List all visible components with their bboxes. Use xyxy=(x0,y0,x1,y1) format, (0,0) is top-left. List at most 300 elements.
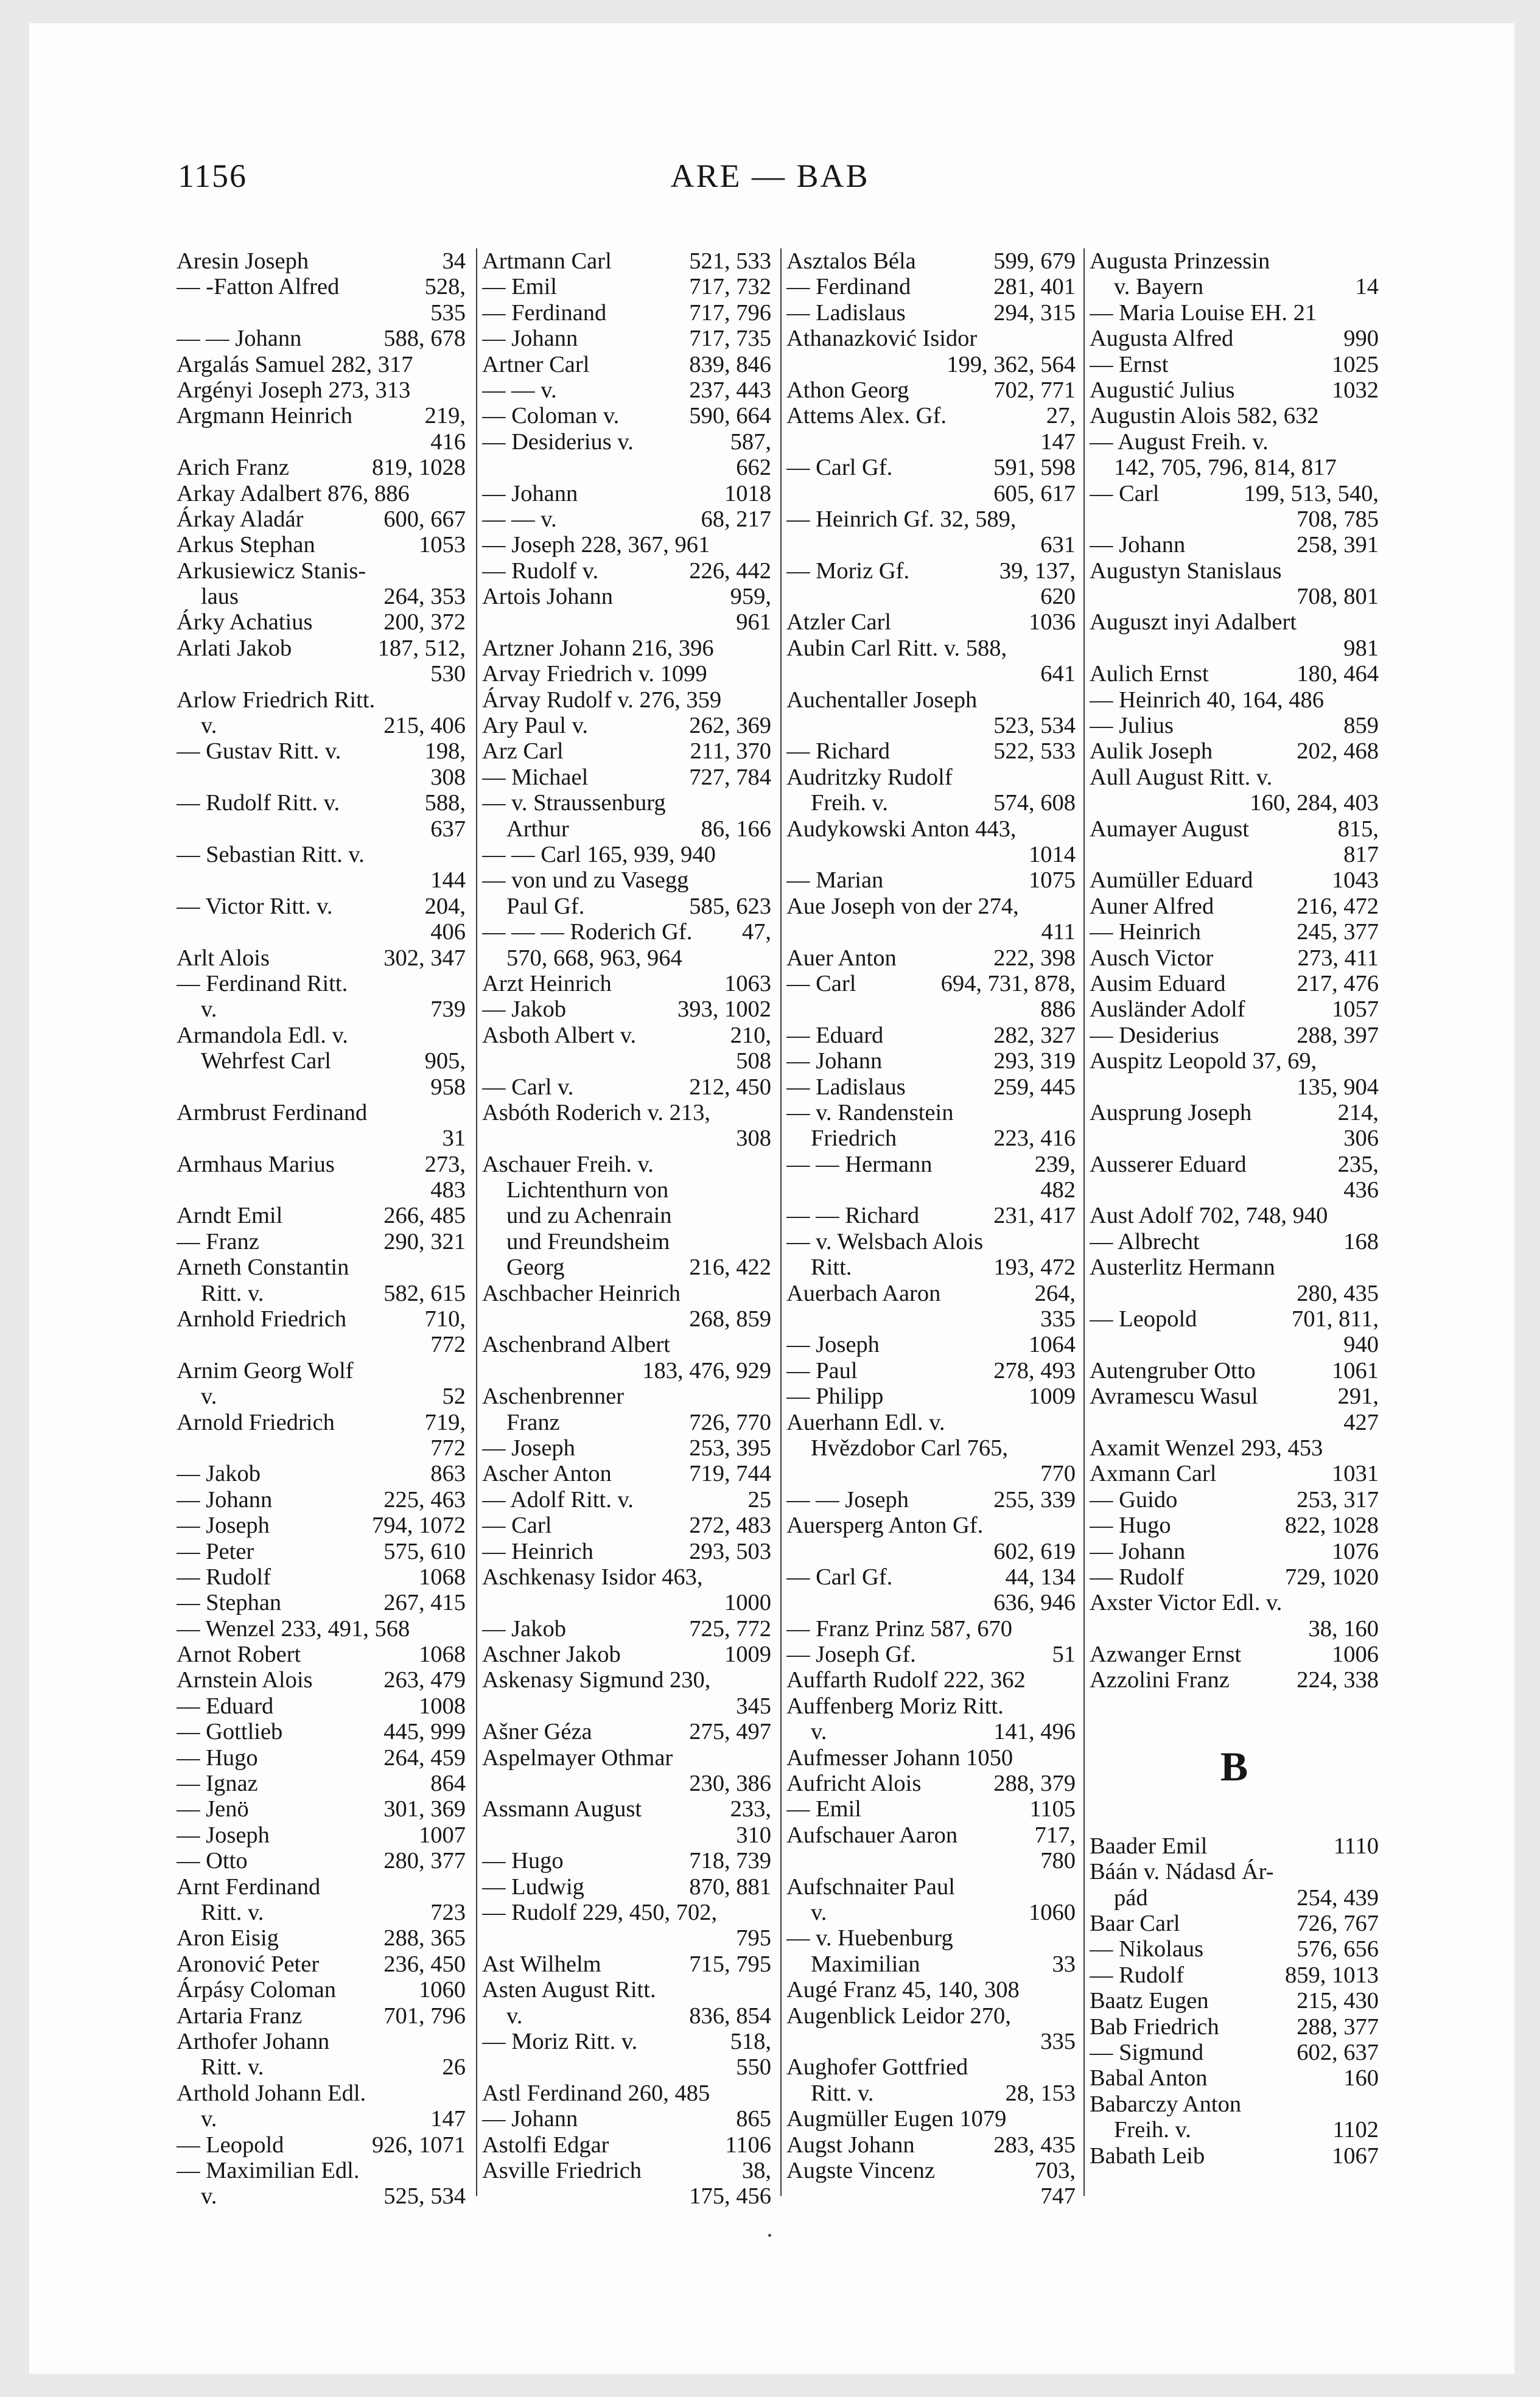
index-entry-line xyxy=(177,1048,466,1074)
index-entry-line xyxy=(177,300,466,326)
entry-page-refs: 200, 372 xyxy=(383,609,466,635)
entry-page-refs: 34 xyxy=(442,248,466,274)
entry-name: Aust Adolf 702, 748, 940 xyxy=(1090,1203,1328,1229)
entry-page-refs: 259, 445 xyxy=(993,1074,1076,1100)
entry-page-refs: 290, 321 xyxy=(383,1228,466,1254)
index-entry-line xyxy=(177,1822,466,1848)
entry-name: — Carl xyxy=(482,1513,552,1539)
entry-name: Ritt. xyxy=(811,1254,852,1281)
index-entry-line xyxy=(482,403,771,429)
entry-page-refs: 1000 xyxy=(724,1590,771,1616)
entry-page-refs: 255, 339 xyxy=(993,1486,1076,1513)
entry-name: — Jakob xyxy=(482,996,566,1023)
index-entry-line xyxy=(482,2106,771,2132)
entry-page-refs: 710, xyxy=(424,1306,466,1332)
entry-name: Arnhold Friedrich xyxy=(177,1306,347,1332)
index-entry-line xyxy=(1090,248,1379,274)
index-entry-line xyxy=(177,1900,466,1925)
index-entry-line xyxy=(1090,894,1379,919)
entry-page-refs: 38, xyxy=(741,2157,771,2183)
index-entry-line xyxy=(177,326,466,351)
entry-name: Augusta Prinzessin xyxy=(1090,248,1270,274)
index-entry-line xyxy=(482,377,771,403)
index-entry-line xyxy=(177,1461,466,1486)
entry-page-refs: 859 xyxy=(1343,713,1379,739)
entry-name: Wehrfest Carl xyxy=(201,1048,331,1074)
index-entry-line xyxy=(177,455,466,480)
entry-page-refs: 272, 483 xyxy=(689,1513,771,1539)
entry-page-refs: 940 xyxy=(1343,1332,1379,1358)
entry-name: — -Fatton Alfred xyxy=(177,274,340,300)
entry-name: — Rudolf Ritt. v. xyxy=(177,790,340,816)
entry-name: Auchentaller Joseph xyxy=(786,687,978,713)
index-entry-line xyxy=(786,248,1076,274)
entry-name: — Joseph xyxy=(177,1822,270,1848)
entry-name: Ausländer Adolf xyxy=(1090,996,1245,1023)
index-entry-line xyxy=(1090,842,1379,867)
entry-page-refs: 701, 796 xyxy=(383,2003,466,2029)
entry-name: — Ernst xyxy=(1090,351,1169,377)
entry-page-refs: 859, 1013 xyxy=(1285,1962,1379,1988)
index-entry-line xyxy=(1090,971,1379,996)
entry-name: Azwanger Ernst xyxy=(1090,1642,1242,1668)
index-entry-line xyxy=(786,1667,1076,1693)
index-entry-line xyxy=(482,1539,771,1564)
entry-page-refs: 1060 xyxy=(1029,1900,1076,1925)
index-entry-line xyxy=(177,1951,466,1977)
index-entry-line xyxy=(177,2080,466,2106)
index-entry-line xyxy=(482,274,771,299)
entry-page-refs: 288, 365 xyxy=(383,1925,466,1951)
entry-page-refs: 1018 xyxy=(724,480,771,506)
index-entry-line xyxy=(177,919,466,945)
entry-name: Argmann Heinrich xyxy=(177,403,353,429)
entry-name: — Marian xyxy=(786,867,884,894)
index-entry-line xyxy=(177,765,466,790)
entry-page-refs: 905, xyxy=(424,1048,466,1074)
index-entry-line xyxy=(482,1306,771,1332)
entry-page-refs: 288, 377 xyxy=(1297,2014,1379,2040)
index-entry-line xyxy=(1090,609,1379,635)
index-entry-line xyxy=(786,1642,1076,1667)
index-entry-line xyxy=(786,1822,1076,1848)
entry-name: Aufschnaiter Paul xyxy=(786,1874,955,1900)
index-entry-line xyxy=(1090,429,1379,455)
entry-name: — Moriz Ritt. v. xyxy=(482,2028,638,2054)
index-entry-line xyxy=(482,1925,771,1951)
entry-page-refs: 794, 1072 xyxy=(372,1513,466,1539)
running-title: ARE — BAB xyxy=(670,158,870,194)
index-entry-line xyxy=(482,894,771,919)
entry-page-refs: 528, xyxy=(424,274,466,300)
entry-name: — Johann xyxy=(177,1486,273,1513)
index-entry-line xyxy=(1090,1988,1379,2014)
index-entry-line xyxy=(177,1125,466,1151)
entry-name: — Joseph xyxy=(177,1513,270,1539)
index-entry-line xyxy=(1090,2117,1379,2143)
index-entry-line xyxy=(1090,1435,1379,1461)
index-entry-line xyxy=(786,326,1076,351)
index-entry-line xyxy=(1090,1203,1379,1228)
index-entry-line xyxy=(1090,558,1379,584)
entry-name: Aubin Carl Ritt. v. 588, xyxy=(786,635,1007,661)
index-entry-line xyxy=(786,506,1076,532)
entry-page-refs: 1057 xyxy=(1332,996,1379,1023)
entry-name: Maximilian xyxy=(811,1951,920,1977)
entry-name: 142, 705, 796, 814, 817 xyxy=(1114,455,1337,481)
entry-page-refs: 1014 xyxy=(1029,841,1076,867)
entry-page-refs: 239, xyxy=(1034,1151,1076,1177)
entry-name: — Albrecht xyxy=(1090,1228,1200,1254)
entry-name: Aufmesser Johann 1050 xyxy=(786,1744,1013,1771)
entry-name: — Johann xyxy=(1090,532,1186,558)
entry-name: — Leopold xyxy=(1090,1306,1197,1332)
index-entry-line xyxy=(177,1023,466,1048)
entry-page-refs: 602, 619 xyxy=(993,1538,1076,1564)
entry-page-refs: 281, 401 xyxy=(993,274,1076,300)
entry-name: — August Freih. v. xyxy=(1090,429,1269,455)
entry-name: Asville Friedrich xyxy=(482,2157,642,2183)
index-entry-line xyxy=(177,377,466,403)
entry-page-refs: 193, 472 xyxy=(993,1254,1076,1281)
entry-name: Argényi Joseph 273, 313 xyxy=(177,377,411,403)
entry-page-refs: 631 xyxy=(1040,532,1076,558)
page-header xyxy=(0,157,1540,200)
entry-name: Augmüller Eugen 1079 xyxy=(786,2106,1007,2132)
entry-name: Aumüller Eduard xyxy=(1090,867,1253,894)
index-entry-line xyxy=(482,919,771,945)
entry-page-refs: 345 xyxy=(736,1693,771,1719)
index-entry-line xyxy=(482,326,771,351)
index-entry-line xyxy=(1090,1023,1379,1048)
entry-page-refs: 600, 667 xyxy=(383,506,466,532)
index-entry-line xyxy=(177,274,466,299)
index-entry-line xyxy=(1090,506,1379,532)
index-entry-line xyxy=(1090,919,1379,945)
entry-name: Argalás Samuel 282, 317 xyxy=(177,351,413,377)
entry-name: — Franz Prinz 587, 670 xyxy=(786,1615,1013,1642)
entry-name: Astolfi Edgar xyxy=(482,2132,609,2158)
index-entry-line xyxy=(786,1925,1076,1951)
index-entry-line xyxy=(482,1796,771,1822)
entry-name: — Desiderius xyxy=(1090,1022,1219,1048)
entry-page-refs: 535 xyxy=(430,299,466,326)
entry-name: — Nikolaus xyxy=(1090,1936,1204,1962)
entry-page-refs: 226, 442 xyxy=(689,558,771,584)
entry-page-refs: 14 xyxy=(1355,274,1379,300)
index-entry-line xyxy=(1090,765,1379,790)
entry-page-refs: 1105 xyxy=(1029,1796,1076,1822)
index-entry-line xyxy=(786,867,1076,893)
index-entry-line xyxy=(177,1925,466,1951)
index-entry-line xyxy=(786,2003,1076,2029)
entry-page-refs: 1067 xyxy=(1332,2143,1379,2169)
entry-name: v. xyxy=(201,1384,217,1410)
index-entry-line xyxy=(482,1152,771,1177)
entry-name: Axamit Wenzel 293, 453 xyxy=(1090,1435,1323,1461)
entry-name: — Sigmund xyxy=(1090,2040,1204,2065)
index-entry-line xyxy=(482,1435,771,1461)
index-entry-line xyxy=(786,1100,1076,1125)
entry-name: Arlow Friedrich Ritt. xyxy=(177,687,376,713)
entry-name: Hvězdobor Carl 765, xyxy=(811,1435,1008,1461)
entry-page-refs: 587, xyxy=(730,429,771,455)
index-entry-line xyxy=(482,2183,771,2209)
entry-page-refs: 199, 513, 540, xyxy=(1244,480,1379,506)
index-entry-line xyxy=(1090,1564,1379,1590)
index-entry-line xyxy=(1090,1358,1379,1384)
entry-name: — Heinrich 40, 164, 486 xyxy=(1090,687,1324,713)
entry-name: — Joseph 228, 367, 961 xyxy=(482,532,710,558)
entry-name: Arz Carl xyxy=(482,738,564,765)
entry-name: — — Hermann xyxy=(786,1151,933,1177)
entry-name: — v. Randenstein xyxy=(786,1099,954,1125)
entry-name: Arndt Emil xyxy=(177,1203,283,1229)
entry-name: Asboth Albert v. xyxy=(482,1022,637,1048)
entry-page-refs: 283, 435 xyxy=(993,2132,1076,2158)
entry-name: — Eduard xyxy=(786,1022,884,1048)
index-entry-line xyxy=(1090,1936,1379,1962)
index-entry-line xyxy=(177,584,466,609)
index-entry-line xyxy=(786,1745,1076,1771)
entry-page-refs: 27, xyxy=(1046,403,1076,429)
entry-page-refs: 795 xyxy=(736,1925,771,1951)
index-entry-line xyxy=(786,2080,1076,2106)
entry-page-refs: 445, 999 xyxy=(383,1719,466,1745)
entry-name: Baatz Eugen xyxy=(1090,1988,1209,2014)
entry-name: — Joseph xyxy=(786,1332,880,1358)
index-entry-line xyxy=(786,2054,1076,2080)
entry-name: Franz xyxy=(506,1409,560,1435)
entry-name: — Heinrich xyxy=(482,1538,593,1564)
index-entry-line xyxy=(482,1822,771,1848)
entry-page-refs: 727, 784 xyxy=(689,764,771,790)
entry-name: Aue Joseph von der 274, xyxy=(786,893,1019,919)
index-entry-line xyxy=(177,1384,466,1409)
index-entry-line xyxy=(482,1281,771,1306)
entry-page-refs: 815, xyxy=(1337,816,1379,842)
entry-page-refs: 729, 1020 xyxy=(1285,1564,1379,1590)
page-number: 1156 xyxy=(178,158,247,194)
index-entry-line xyxy=(482,2029,771,2054)
index-entry-line xyxy=(1090,1074,1379,1100)
entry-name: Paul Gf. xyxy=(506,893,585,919)
entry-name: Auerbach Aaron xyxy=(786,1280,941,1306)
entry-page-refs: 202, 468 xyxy=(1297,738,1379,765)
index-entry-line xyxy=(786,790,1076,816)
entry-page-refs: 217, 476 xyxy=(1297,970,1379,996)
index-entry-line xyxy=(482,1254,771,1280)
index-entry-line xyxy=(786,2029,1076,2054)
entry-name: Askenasy Sigmund 230, xyxy=(482,1667,711,1693)
entry-page-refs: 1032 xyxy=(1332,377,1379,403)
entry-name: 570, 668, 963, 964 xyxy=(506,945,682,971)
entry-page-refs: 725, 772 xyxy=(689,1615,771,1642)
entry-name: Auner Alfred xyxy=(1090,893,1214,919)
index-entry-line xyxy=(177,842,466,867)
index-entry-line xyxy=(482,352,771,377)
entry-page-refs: 1006 xyxy=(1332,1642,1379,1668)
index-entry-line xyxy=(786,2158,1076,2183)
entry-name: — Guido xyxy=(1090,1486,1178,1513)
index-entry-line xyxy=(786,687,1076,713)
entry-page-refs: 310 xyxy=(736,1822,771,1848)
entry-page-refs: 273, xyxy=(424,1151,466,1177)
entry-name: Árkay Aladár xyxy=(177,506,304,532)
entry-name: Aufschauer Aaron xyxy=(786,1822,958,1848)
entry-name: — — v. xyxy=(482,506,557,532)
entry-name: — Coloman v. xyxy=(482,403,620,429)
index-entry-line xyxy=(482,816,771,842)
entry-name: Aufricht Alois xyxy=(786,1771,922,1797)
index-entry-line xyxy=(1090,1590,1379,1615)
entry-name: — Rudolf 229, 450, 702, xyxy=(482,1900,718,1925)
index-entry-line xyxy=(177,713,466,738)
entry-page-refs: 294, 315 xyxy=(993,299,1076,326)
entry-page-refs: 1064 xyxy=(1029,1332,1076,1358)
entry-name: Freih. v. xyxy=(1114,2117,1191,2143)
entry-name: v. xyxy=(201,713,217,739)
entry-page-refs: 483 xyxy=(430,1177,466,1203)
entry-page-refs: 1036 xyxy=(1029,609,1076,635)
column-rule xyxy=(476,248,477,2196)
index-entry-line xyxy=(177,481,466,506)
entry-name: — Desiderius v. xyxy=(482,429,634,455)
entry-page-refs: 726, 770 xyxy=(689,1409,771,1435)
index-entry-line xyxy=(1090,2143,1379,2169)
entry-page-refs: 31 xyxy=(442,1125,466,1152)
entry-page-refs: 772 xyxy=(430,1435,466,1461)
entry-page-refs: 588, 678 xyxy=(383,326,466,352)
index-entry-line xyxy=(1090,867,1379,893)
entry-page-refs: 216, 422 xyxy=(689,1254,771,1281)
index-entry-line xyxy=(1090,2014,1379,2040)
index-entry-line xyxy=(786,765,1076,790)
entry-name: — Carl Gf. xyxy=(786,1564,893,1590)
entry-name: — Victor Ritt. v. xyxy=(177,893,333,919)
entry-page-refs: 865 xyxy=(736,2106,771,2132)
entry-page-refs: 416 xyxy=(430,429,466,455)
entry-name: Augenblick Leidor 270, xyxy=(786,2003,1011,2029)
entry-page-refs: 770 xyxy=(1040,1461,1076,1487)
entry-page-refs: 406 xyxy=(430,919,466,945)
entry-page-refs: 266, 485 xyxy=(383,1203,466,1229)
index-entry-line xyxy=(482,248,771,274)
entry-name: Arnt Ferdinand xyxy=(177,1874,321,1900)
entry-page-refs: 747 xyxy=(1040,2183,1076,2210)
index-entry-line xyxy=(786,1848,1076,1874)
entry-name: — Jakob xyxy=(482,1615,566,1642)
index-entry-line xyxy=(482,2054,771,2080)
index-entry-line xyxy=(482,790,771,816)
entry-name: — Carl xyxy=(786,970,856,996)
entry-page-refs: 308 xyxy=(736,1125,771,1152)
entry-page-refs: 204, xyxy=(424,893,466,919)
index-entry-line xyxy=(482,1487,771,1513)
entry-name: — Wenzel 233, 491, 568 xyxy=(177,1615,410,1642)
index-entry-line xyxy=(1090,1306,1379,1332)
entry-name: — — Carl 165, 939, 940 xyxy=(482,841,716,867)
index-entry-line xyxy=(1090,1125,1379,1151)
entry-name: Árvay Rudolf v. 276, 359 xyxy=(482,687,722,713)
entry-page-refs: 147 xyxy=(1040,429,1076,455)
entry-name: Ast Wilhelm xyxy=(482,1951,601,1977)
entry-name: v. xyxy=(811,1900,827,1925)
entry-page-refs: 291, xyxy=(1337,1384,1379,1410)
index-entry-line xyxy=(786,1023,1076,1048)
index-entry-line xyxy=(482,713,771,738)
entry-name: — Maria Louise EH. 21 xyxy=(1090,299,1317,326)
entry-page-refs: 886 xyxy=(1040,996,1076,1023)
entry-page-refs: 719, 744 xyxy=(689,1461,771,1487)
entry-name: Ašner Géza xyxy=(482,1719,592,1745)
entry-name: v. Bayern xyxy=(1114,274,1204,300)
entry-page-refs: 302, 347 xyxy=(383,945,466,971)
entry-page-refs: 264, xyxy=(1034,1280,1076,1306)
index-entry-line xyxy=(482,1642,771,1667)
index-entry-line xyxy=(1090,1642,1379,1667)
index-entry-line xyxy=(482,532,771,558)
index-entry-line xyxy=(177,1667,466,1693)
entry-name: — Ferdinand xyxy=(482,299,607,326)
entry-page-refs: 521, 533 xyxy=(689,248,771,274)
entry-page-refs: 1007 xyxy=(419,1822,466,1848)
entry-name: Assmann August xyxy=(482,1796,642,1822)
entry-name: Árky Achatius xyxy=(177,609,313,635)
entry-name: Augusta Alfred xyxy=(1090,326,1234,352)
entry-page-refs: 1106 xyxy=(725,2132,771,2158)
index-column-4 xyxy=(1090,248,1379,2169)
entry-page-refs: 1008 xyxy=(419,1693,466,1719)
entry-name: Arthur xyxy=(506,816,569,842)
entry-name: Árpásy Coloman xyxy=(177,1977,336,2003)
entry-page-refs: 719, xyxy=(424,1409,466,1435)
entry-name: — Leopold xyxy=(177,2132,284,2158)
entry-name: v. xyxy=(811,1719,827,1745)
index-entry-line xyxy=(482,945,771,971)
entry-page-refs: 86, 166 xyxy=(701,816,771,842)
entry-name: — Moriz Gf. xyxy=(786,558,910,584)
entry-name: Bab Friedrich xyxy=(1090,2014,1219,2040)
index-entry-line xyxy=(177,2003,466,2029)
entry-name: — v. Huebenburg xyxy=(786,1925,953,1951)
index-entry-line xyxy=(1090,2065,1379,2091)
entry-page-refs: 819, 1028 xyxy=(372,455,466,481)
entry-name: Aronović Peter xyxy=(177,1951,320,1977)
index-entry-line xyxy=(482,1719,771,1744)
entry-page-refs: 264, 353 xyxy=(383,584,466,610)
index-entry-line xyxy=(482,1771,771,1796)
index-entry-line xyxy=(1090,403,1379,429)
entry-name: Artaria Franz xyxy=(177,2003,303,2029)
entry-name: Ritt. v. xyxy=(201,2054,264,2080)
entry-page-refs: 335 xyxy=(1040,2028,1076,2054)
entry-page-refs: 1053 xyxy=(419,532,466,558)
index-entry-line xyxy=(482,584,771,609)
index-entry-line xyxy=(177,816,466,842)
entry-name: Ausserer Eduard xyxy=(1090,1151,1247,1177)
entry-page-refs: 864 xyxy=(430,1771,466,1797)
entry-page-refs: 599, 679 xyxy=(993,248,1076,274)
entry-name: — Joseph xyxy=(482,1435,575,1461)
index-column-2 xyxy=(482,248,771,2210)
index-entry-line xyxy=(1090,1229,1379,1254)
column-rule xyxy=(1083,248,1085,2196)
index-entry-line xyxy=(1090,1911,1379,1936)
index-entry-line xyxy=(177,1642,466,1667)
index-entry-line xyxy=(177,1848,466,1874)
index-entry-line xyxy=(177,1074,466,1100)
